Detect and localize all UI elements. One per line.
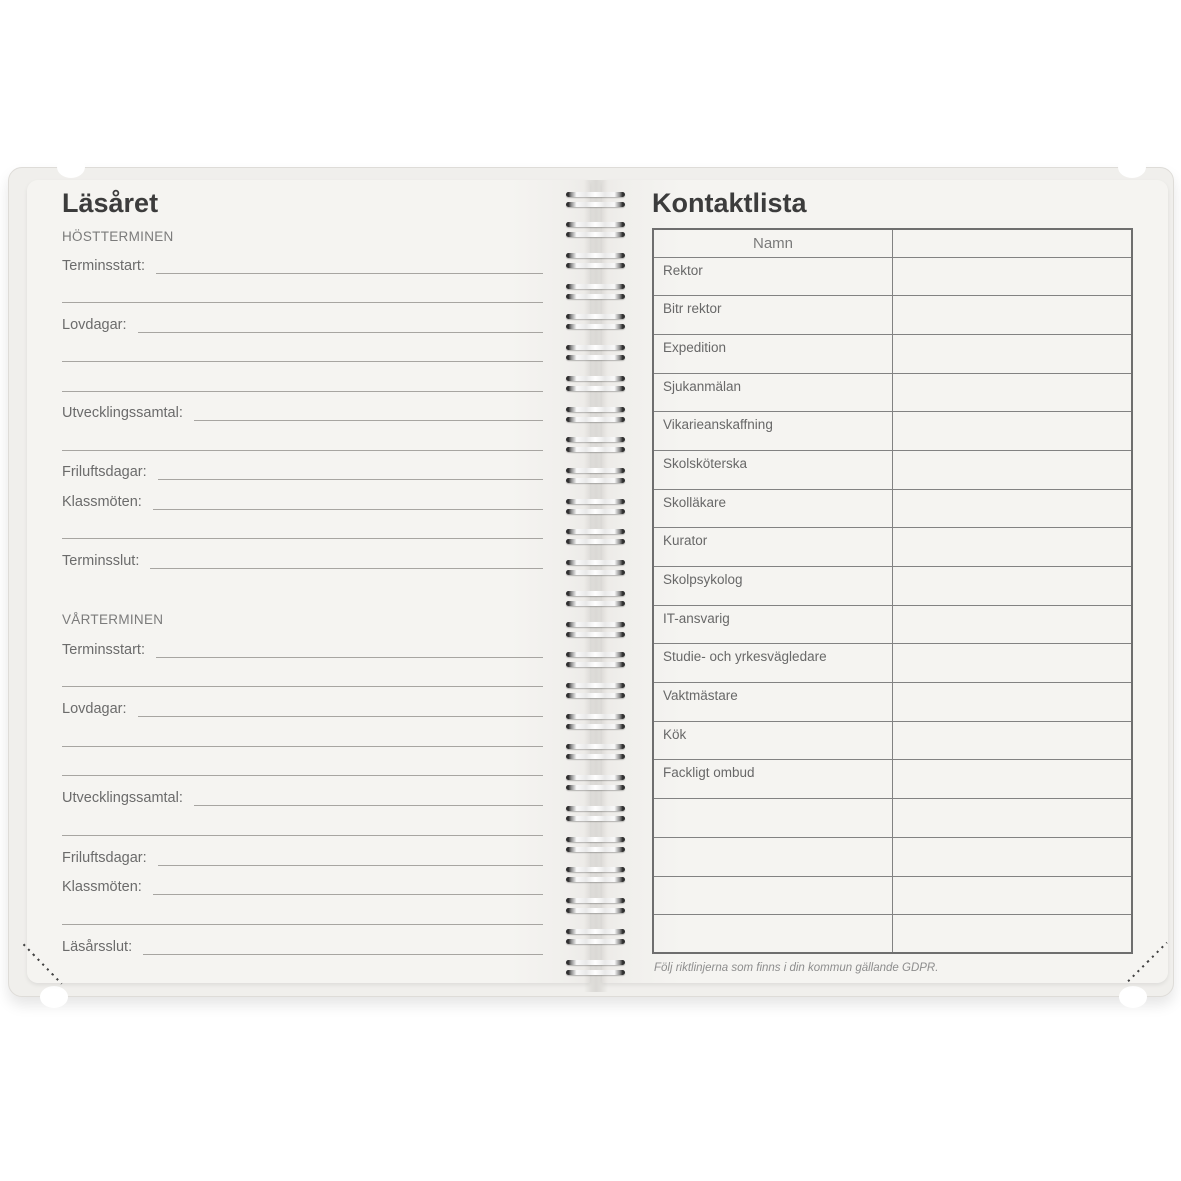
wire-ring-bottom-bar xyxy=(566,847,625,852)
contact-value-cell xyxy=(893,837,1133,876)
wire-ring-bottom-bar xyxy=(566,355,625,360)
labeled-writing-line xyxy=(62,480,543,510)
wire-ring-bottom-bar xyxy=(566,294,625,299)
writing-rule xyxy=(62,391,543,392)
wire-ring xyxy=(566,376,625,391)
contact-table-row xyxy=(653,837,1132,876)
labeled-writing-line xyxy=(62,392,543,422)
wire-ring-top-bar xyxy=(566,560,625,565)
wire-ring xyxy=(566,560,625,575)
line-label: Läsårsslut: xyxy=(62,938,133,955)
left-page xyxy=(27,180,590,983)
contact-value-cell xyxy=(893,567,1133,606)
labeled-writing-line xyxy=(62,244,543,274)
contact-table xyxy=(652,228,1133,954)
wire-ring-top-bar xyxy=(566,376,625,381)
wire-ring-top-bar xyxy=(566,837,625,842)
wire-ring-bottom-bar xyxy=(566,263,625,268)
wire-ring xyxy=(566,837,625,852)
contact-table-row xyxy=(653,799,1132,838)
writing-rule xyxy=(62,361,543,362)
wire-ring xyxy=(566,744,625,759)
thumb-notch-bottom-right xyxy=(1119,986,1147,1008)
contact-table-header-row xyxy=(653,229,1132,257)
contact-role-cell xyxy=(653,799,893,838)
wire-ring-top-bar xyxy=(566,407,625,412)
wire-ring-top-bar xyxy=(566,744,625,749)
contact-value-cell xyxy=(893,915,1133,954)
contact-value-cell xyxy=(893,450,1133,489)
wire-ring xyxy=(566,407,625,422)
wire-ring-bottom-bar xyxy=(566,939,625,944)
contact-value-cell xyxy=(893,721,1133,760)
contact-table-row xyxy=(653,683,1132,722)
contact-value-cell xyxy=(893,605,1133,644)
wire-ring-bottom-bar xyxy=(566,324,625,329)
line-label: Friluftsdagar: xyxy=(62,849,147,866)
line-label: Friluftsdagar: xyxy=(62,464,147,480)
contact-table-header-value xyxy=(893,229,1133,257)
wire-ring-top-bar xyxy=(566,714,625,719)
wire-ring-bottom-bar xyxy=(566,447,625,452)
autumn-form-lines xyxy=(62,244,543,569)
contact-role-cell: IT-ansvarig xyxy=(653,605,893,644)
contact-value-cell xyxy=(893,799,1133,838)
labeled-writing-line xyxy=(62,451,543,481)
writing-rule xyxy=(158,479,543,480)
wire-ring xyxy=(566,284,625,299)
blank-writing-line xyxy=(62,895,543,925)
writing-rule xyxy=(158,865,543,866)
contact-table-row xyxy=(653,760,1132,799)
blank-writing-line xyxy=(62,717,543,747)
contact-role-cell xyxy=(653,876,893,915)
contact-value-cell xyxy=(893,760,1133,799)
contact-role-cell: Expedition xyxy=(653,334,893,373)
wire-ring-bottom-bar xyxy=(566,908,625,913)
writing-rule xyxy=(62,450,543,451)
wire-ring-bottom-bar xyxy=(566,877,625,882)
writing-rule xyxy=(194,420,543,421)
labeled-writing-line xyxy=(62,866,543,896)
contact-table-row xyxy=(653,489,1132,528)
writing-rule xyxy=(150,568,543,569)
wire-ring xyxy=(566,622,625,637)
blank-writing-line xyxy=(62,362,543,392)
contact-table-row xyxy=(653,528,1132,567)
contact-table-header-name: Namn xyxy=(653,229,893,257)
wire-ring-bottom-bar xyxy=(566,632,625,637)
labeled-writing-line xyxy=(62,925,543,955)
wire-ring-bottom-bar xyxy=(566,724,625,729)
wire-ring-top-bar xyxy=(566,683,625,688)
line-label: Terminsstart: xyxy=(62,641,145,658)
wire-ring-top-bar xyxy=(566,253,625,258)
contact-table-body xyxy=(653,257,1132,953)
line-label: Utvecklingssamtal: xyxy=(62,405,183,421)
writing-rule xyxy=(62,302,543,303)
contact-role-cell: Kök xyxy=(653,721,893,760)
wire-ring-top-bar xyxy=(566,775,625,780)
wire-ring-bottom-bar xyxy=(566,509,625,514)
contact-role-cell: Vaktmästare xyxy=(653,683,893,722)
wire-ring-top-bar xyxy=(566,499,625,504)
thumb-notch-top-left xyxy=(57,156,85,178)
contact-role-cell: Skolläkare xyxy=(653,489,893,528)
contact-table-row xyxy=(653,257,1132,296)
wire-ring-bottom-bar xyxy=(566,662,625,667)
blank-writing-line xyxy=(62,421,543,451)
contact-table-row xyxy=(653,721,1132,760)
contact-table-row xyxy=(653,373,1132,412)
wire-ring-bottom-bar xyxy=(566,478,625,483)
contact-value-cell xyxy=(893,296,1133,335)
wire-ring-top-bar xyxy=(566,345,625,350)
contact-role-cell: Kurator xyxy=(653,528,893,567)
wire-ring-bottom-bar xyxy=(566,417,625,422)
wire-ring-bottom-bar xyxy=(566,754,625,759)
right-page xyxy=(602,180,1168,983)
wire-ring-bottom-bar xyxy=(566,785,625,790)
contact-role-cell: Studie- och yrkesvägledare xyxy=(653,644,893,683)
contact-table-row xyxy=(653,644,1132,683)
blank-writing-line xyxy=(62,333,543,363)
wire-ring xyxy=(566,929,625,944)
contact-table-row xyxy=(653,334,1132,373)
wire-ring-top-bar xyxy=(566,314,625,319)
blank-writing-line xyxy=(62,747,543,777)
blank-writing-line xyxy=(62,658,543,688)
contact-role-cell: Skolpsykolog xyxy=(653,567,893,606)
wire-ring-top-bar xyxy=(566,591,625,596)
wire-ring xyxy=(566,499,625,514)
thumb-notch-bottom-left xyxy=(40,986,68,1008)
line-label: Klassmöten: xyxy=(62,493,142,510)
writing-rule xyxy=(138,716,544,717)
wire-ring-top-bar xyxy=(566,468,625,473)
labeled-writing-line xyxy=(62,628,543,658)
wire-ring xyxy=(566,314,625,329)
wire-ring xyxy=(566,714,625,729)
contact-table-row xyxy=(653,605,1132,644)
writing-rule xyxy=(62,686,543,687)
gdpr-footnote: Följ riktlinjerna som finns i din kommun gällande GDPR. xyxy=(654,962,939,974)
wire-ring-bottom-bar xyxy=(566,601,625,606)
writing-rule xyxy=(156,273,543,274)
wire-ring xyxy=(566,437,625,452)
wire-ring-top-bar xyxy=(566,929,625,934)
line-label: Klassmöten: xyxy=(62,879,142,896)
labeled-writing-line xyxy=(62,836,543,866)
writing-rule xyxy=(153,509,543,510)
wire-ring xyxy=(566,222,625,237)
writing-rule xyxy=(62,835,543,836)
wire-ring-top-bar xyxy=(566,529,625,534)
wire-ring xyxy=(566,806,625,821)
contact-value-cell xyxy=(893,412,1133,451)
writing-rule xyxy=(153,894,543,895)
wire-ring xyxy=(566,652,625,667)
labeled-writing-line xyxy=(62,539,543,569)
contact-table-row xyxy=(653,567,1132,606)
contact-role-cell xyxy=(653,837,893,876)
wire-ring xyxy=(566,775,625,790)
contact-value-cell xyxy=(893,644,1133,683)
left-page-title: Läsåret xyxy=(62,188,159,218)
wire-ring xyxy=(566,898,625,913)
section-heading-autumn: HÖSTTERMINEN xyxy=(62,229,174,244)
contact-role-cell: Fackligt ombud xyxy=(653,760,893,799)
writing-rule xyxy=(62,775,543,776)
writing-rule xyxy=(194,805,543,806)
contact-role-cell: Skolsköterska xyxy=(653,450,893,489)
wire-ring xyxy=(566,345,625,360)
wire-ring-top-bar xyxy=(566,867,625,872)
wire-ring-top-bar xyxy=(566,437,625,442)
labeled-writing-line xyxy=(62,776,543,806)
section-heading-spring: VÅRTERMINEN xyxy=(62,612,164,627)
labeled-writing-line xyxy=(62,303,543,333)
blank-writing-line xyxy=(62,274,543,304)
writing-rule xyxy=(143,954,543,955)
spring-form-lines xyxy=(62,628,543,955)
blank-writing-line xyxy=(62,510,543,540)
wire-ring-bottom-bar xyxy=(566,693,625,698)
contact-table-row xyxy=(653,876,1132,915)
wire-ring xyxy=(566,591,625,606)
wire-ring-bottom-bar xyxy=(566,232,625,237)
wire-ring-bottom-bar xyxy=(566,386,625,391)
wire-ring-top-bar xyxy=(566,222,625,227)
wire-ring-bottom-bar xyxy=(566,539,625,544)
wire-ring-bottom-bar xyxy=(566,202,625,207)
wire-ring xyxy=(566,529,625,544)
contact-role-cell: Bitr rektor xyxy=(653,296,893,335)
wire-ring-top-bar xyxy=(566,960,625,965)
wire-ring-bottom-bar xyxy=(566,970,625,975)
contact-value-cell xyxy=(893,489,1133,528)
writing-rule xyxy=(156,657,543,658)
wire-ring xyxy=(566,192,625,207)
writing-rule xyxy=(138,332,544,333)
line-label: Lovdagar: xyxy=(62,316,127,333)
contact-role-cell: Rektor xyxy=(653,257,893,296)
wire-ring-top-bar xyxy=(566,806,625,811)
wire-ring-top-bar xyxy=(566,622,625,627)
wire-ring xyxy=(566,468,625,483)
contact-table-row xyxy=(653,296,1132,335)
contact-value-cell xyxy=(893,683,1133,722)
line-label: Utvecklingssamtal: xyxy=(62,790,183,807)
wire-ring-top-bar xyxy=(566,284,625,289)
line-label: Lovdagar: xyxy=(62,701,127,718)
wire-ring xyxy=(566,960,625,975)
contact-value-cell xyxy=(893,876,1133,915)
contact-value-cell xyxy=(893,257,1133,296)
wire-ring-top-bar xyxy=(566,192,625,197)
wire-ring xyxy=(566,867,625,882)
wire-ring-bottom-bar xyxy=(566,570,625,575)
contact-value-cell xyxy=(893,373,1133,412)
writing-rule xyxy=(62,746,543,747)
wire-ring-top-bar xyxy=(566,898,625,903)
contact-role-cell xyxy=(653,915,893,954)
contact-table-row xyxy=(653,450,1132,489)
blank-writing-line xyxy=(62,806,543,836)
wire-ring xyxy=(566,253,625,268)
contact-role-cell: Sjukanmälan xyxy=(653,373,893,412)
contact-value-cell xyxy=(893,528,1133,567)
contact-role-cell: Vikarieanskaffning xyxy=(653,412,893,451)
wire-ring-top-bar xyxy=(566,652,625,657)
line-label: Terminsslut: xyxy=(62,552,140,569)
wire-ring-bottom-bar xyxy=(566,816,625,821)
contact-value-cell xyxy=(893,334,1133,373)
contact-table-row xyxy=(653,412,1132,451)
writing-rule xyxy=(62,538,543,539)
right-page-title: Kontaktlista xyxy=(652,188,807,218)
thumb-notch-top-right xyxy=(1118,156,1146,178)
line-label: Terminsstart: xyxy=(62,257,145,274)
wire-ring xyxy=(566,683,625,698)
writing-rule xyxy=(62,924,543,925)
labeled-writing-line xyxy=(62,687,543,717)
contact-table-row xyxy=(653,915,1132,954)
